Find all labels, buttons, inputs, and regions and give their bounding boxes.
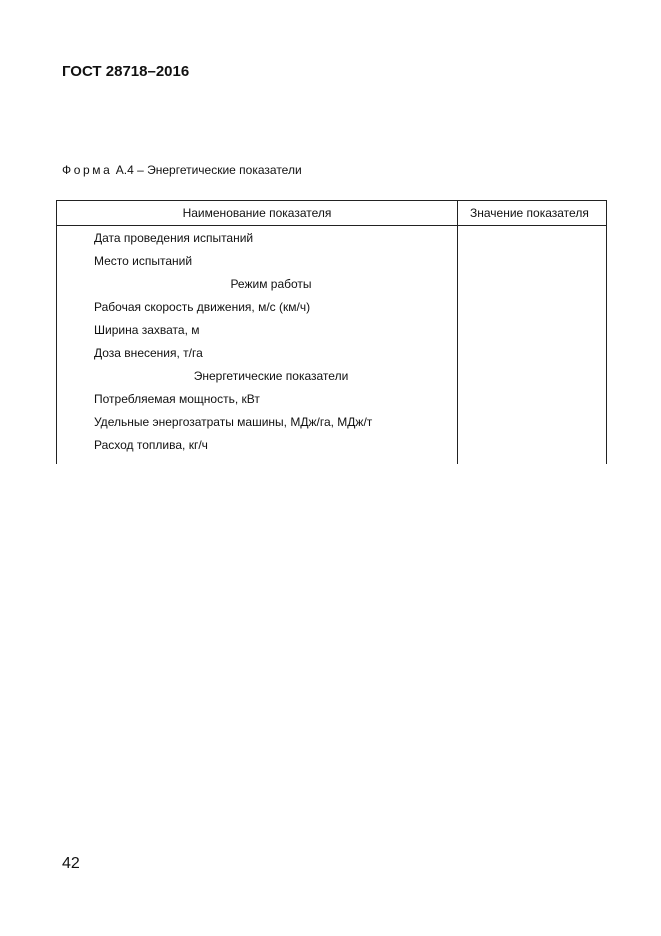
row-name: Потребляемая мощность, кВт <box>57 387 458 410</box>
table-section-row <box>57 272 607 295</box>
table-section-row <box>57 364 607 387</box>
row-name: Доза внесения, т/га <box>57 341 458 364</box>
row-value <box>458 410 607 433</box>
table-row <box>57 295 607 318</box>
section-heading: Энергетические показатели <box>57 364 458 387</box>
table-header-row <box>57 201 607 226</box>
form-caption <box>62 163 302 177</box>
row-name: Расход топлива, кг/ч <box>57 433 458 456</box>
table-row <box>57 410 607 433</box>
table-row <box>57 249 607 272</box>
page-number: 42 <box>62 855 80 872</box>
table-row <box>57 433 607 456</box>
form-caption-prefix: Форма <box>62 163 113 177</box>
table-row <box>57 341 607 364</box>
row-value <box>458 318 607 341</box>
row-value <box>458 433 607 456</box>
document-title: ГОСТ 28718–2016 <box>62 63 190 80</box>
table-row <box>57 318 607 341</box>
row-value <box>458 387 607 410</box>
column-header-value: Значение показателя <box>458 201 607 226</box>
row-name: Место испытаний <box>57 249 458 272</box>
row-name: Ширина захвата, м <box>57 318 458 341</box>
row-value <box>458 249 607 272</box>
row-name-empty <box>57 456 458 464</box>
table-row <box>57 226 607 250</box>
form-caption-text: А.4 – Энергетические показатели <box>115 163 302 177</box>
section-heading: Режим работы <box>57 272 458 295</box>
indicators-table <box>56 200 607 464</box>
row-value <box>458 272 607 295</box>
row-name: Дата проведения испытаний <box>57 226 458 250</box>
row-name: Рабочая скорость движения, м/с (км/ч) <box>57 295 458 318</box>
row-value <box>458 364 607 387</box>
row-value <box>458 295 607 318</box>
row-value <box>458 341 607 364</box>
row-value <box>458 226 607 250</box>
column-header-name: Наименование показателя <box>57 201 458 226</box>
table-row-continuation <box>57 456 607 464</box>
row-name: Удельные энергозатраты машины, МДж/га, МДж/т <box>57 410 458 433</box>
row-value-empty <box>458 456 607 464</box>
table-row <box>57 387 607 410</box>
